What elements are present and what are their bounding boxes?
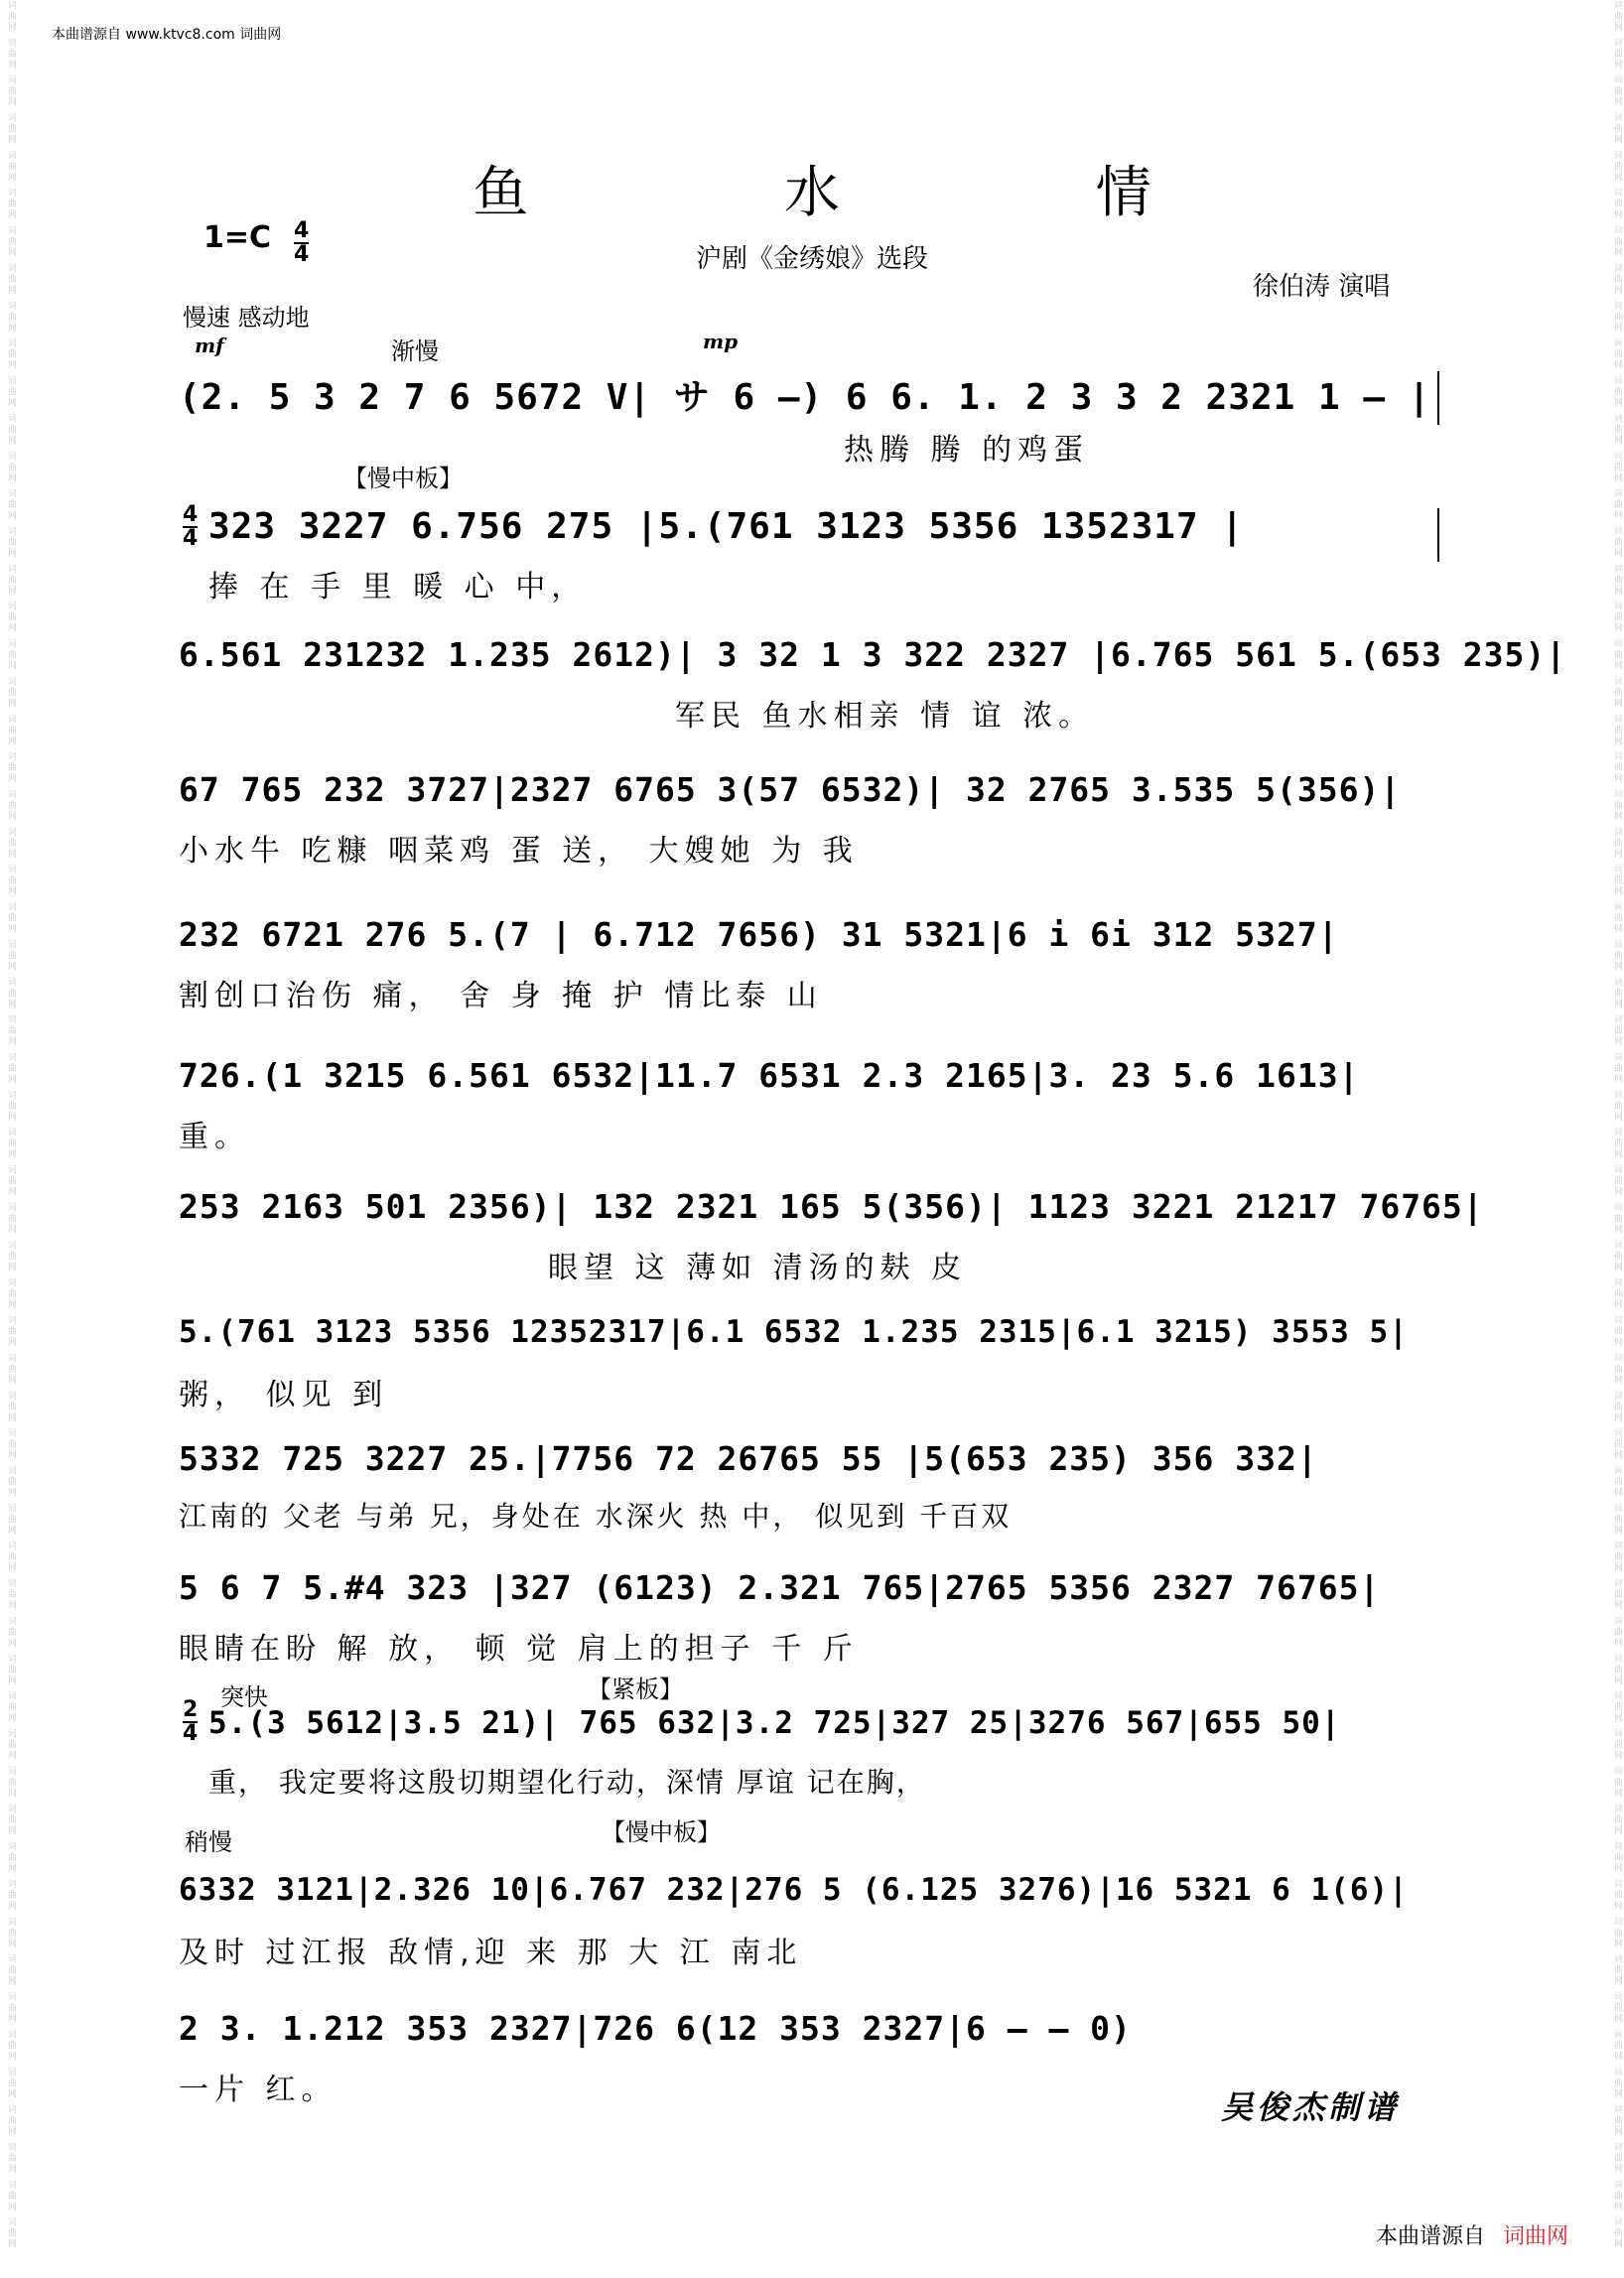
score-notes: 5332 725 3227 25.|7756 72 26765 55 |5(653 235) 356 332| <box>179 1439 1318 1478</box>
score-lyrics: 一片 红。 <box>179 2073 338 2107</box>
score-lyrics: 军民 鱼水相亲 情 谊 浓。 <box>675 699 1095 734</box>
dynamic-mp: mp <box>703 330 739 353</box>
barline <box>1437 508 1439 562</box>
score-lyrics: 小水牛 吃糠 咽菜鸡 蛋 送， 大嫂她 为 我 <box>179 834 859 869</box>
dynamic-mf: mf <box>195 334 224 357</box>
score-lyrics: 粥， 似见 到 <box>179 1378 389 1412</box>
header-watermark: 本曲谱源自 www.ktvc8.com 词曲网 <box>52 27 282 43</box>
score-notes: 6.561 231232 1.235 2612)| 3 32 1 3 322 2327 |6.765 561 5.(653 235)| <box>179 635 1567 674</box>
score-lyrics: 重， 我定要将这殷切期望化行动，深情 厚谊 记在胸， <box>208 1766 926 1799</box>
tempo-slowing: 渐慢 <box>391 337 439 365</box>
score-lyrics: 眼睛在盼 解 放， 顿 觉 肩上的担子 千 斤 <box>179 1632 859 1667</box>
score-lyrics: 捧 在 手 里 暖 心 中， <box>208 570 588 604</box>
score-row-3 <box>179 635 1567 734</box>
footer <box>1376 2219 1568 2250</box>
score-lyrics: 热腾 腾 的鸡蛋 <box>844 433 1090 468</box>
score-row-11 <box>208 1705 1439 1799</box>
score-row-2 <box>208 506 1439 604</box>
score-notes: 67 765 232 3727|2327 6765 3(57 6532)| 32 2765 3.535 5(356)| <box>179 770 1402 809</box>
performer-credit: 徐伯涛 演唱 <box>1253 272 1391 302</box>
tempo-marking: 慢速 感动地 <box>183 304 310 332</box>
footer-brand[interactable]: 词曲网 <box>1502 2224 1568 2249</box>
score-lyrics: 割创口治伤 痛， 舍 身 掩 护 情比泰 山 <box>179 979 823 1013</box>
time-signature <box>294 220 309 266</box>
key-signature: 1=C <box>203 220 272 255</box>
subtitle: 沪剧《金绣娘》选段 <box>695 244 928 274</box>
score-notes: 5.(3 5612|3.5 21)| 765 632|3.2 725|327 25|3276 567|655 50| <box>208 1705 1341 1741</box>
score-lyrics: 重。 <box>179 1120 250 1154</box>
tempo-tight: 【紧板】 <box>588 1675 683 1703</box>
score-row-1 <box>179 369 1439 468</box>
score-row-4 <box>179 770 1439 869</box>
score-notes: 5.(761 3123 5356 12352317|6.1 6532 1.235 2315|6.1 3215) 3553 5| <box>179 1314 1409 1350</box>
time-signature-bottom: 4 <box>294 242 310 267</box>
tempo-sudden-fast: 突快 <box>220 1683 268 1711</box>
time-signature-row2: 4 4 <box>183 502 199 551</box>
score-lyrics: 及时 过江报 敌情,迎 来 那 大 江 南北 <box>179 1936 803 1970</box>
time-signature-top: 4 <box>294 218 310 243</box>
page-title: 鱼 水 情 <box>473 161 1271 225</box>
score-row-9 <box>179 1439 1439 1533</box>
score-notes: 6332 3121|2.326 10|6.767 232|276 5 (6.125 3276)|16 5321 6 1(6)| <box>179 1872 1409 1908</box>
score-row-12 <box>179 1872 1439 1970</box>
side-watermark-right: 词曲网 词曲网 词曲网 词曲网 词曲网 词曲网 词曲网 词曲网 词曲网 词曲网 词曲网 词曲网 词曲网 词曲网 词曲网 词曲网 词曲网 词曲网 词曲网 词曲网 词曲网 词曲网 词曲网 词曲网 词曲网 词曲网 词曲网 词曲网 词曲网 词曲网 词曲网 词曲网 词曲网 词曲网 词曲网 词曲网 词曲网 词曲网 词曲网 词曲网 词曲网 词曲网 词曲网 词曲网 词曲网 词曲网 词曲网 词曲网 词曲网 词曲网 词曲网 词曲网 词曲网 词曲网 词曲网 词曲网 词曲网 词曲网 词曲网 词曲网 <box>1612 0 1622 2250</box>
tempo-mid-slow: 【慢中板】 <box>343 465 463 492</box>
score-notes: 2 3. 1.212 353 2327|726 6(12 353 2327|6 – – 0) <box>179 2009 1132 2048</box>
tempo-slightly-slow: 稍慢 <box>185 1828 232 1856</box>
score-notes: 232 6721 276 5.(7 | 6.712 7656) 31 5321|6 i 6i 312 5327| <box>179 915 1339 954</box>
tempo-mid-slow-2: 【慢中板】 <box>602 1818 721 1846</box>
score-row-8 <box>179 1314 1439 1412</box>
barline <box>1437 371 1439 425</box>
arranger-signature: 吴俊杰制谱 <box>1221 2088 1401 2126</box>
score-notes: (2. 5 3 2 7 6 5672 V| サ 6 –) 6 6. 1. 2 3 3 2 2321 1 – | <box>179 377 1431 418</box>
footer-source: 本曲谱源自 <box>1375 2224 1485 2249</box>
score-row-6 <box>179 1056 1439 1154</box>
score-lyrics: 江南的 父老 与弟 兄，身处在 水深火 热 中， 似见到 千百双 <box>179 1500 1013 1533</box>
score-row-5 <box>179 915 1439 1013</box>
time-signature-2-4: 2 4 <box>183 1697 199 1746</box>
score-notes: 323 3227 6.756 275 |5.(761 3123 5356 1352317 | <box>208 506 1244 547</box>
score-notes: 5 6 7 5.#4 323 |327 (6123) 2.321 765|2765 5356 2327 76765| <box>179 1568 1381 1607</box>
score-notes: 253 2163 501 2356)| 132 2321 165 5(356)| 1123 3221 21217 76765| <box>179 1187 1484 1226</box>
score-lyrics: 眼望 这 薄如 清汤的麸 皮 <box>548 1251 968 1285</box>
score-row-10 <box>179 1568 1439 1667</box>
score-notes: 726.(1 3215 6.561 6532|11.7 6531 2.3 2165|3. 23 5.6 1613| <box>179 1056 1360 1095</box>
side-watermark-left: 词曲网 词曲网 词曲网 词曲网 词曲网 词曲网 词曲网 词曲网 词曲网 词曲网 词曲网 词曲网 词曲网 词曲网 词曲网 词曲网 词曲网 词曲网 词曲网 词曲网 词曲网 词曲网 词曲网 词曲网 词曲网 词曲网 词曲网 词曲网 词曲网 词曲网 词曲网 词曲网 词曲网 词曲网 词曲网 词曲网 词曲网 词曲网 词曲网 词曲网 词曲网 词曲网 词曲网 词曲网 词曲网 词曲网 词曲网 词曲网 词曲网 词曲网 词曲网 词曲网 词曲网 词曲网 词曲网 词曲网 词曲网 词曲网 词曲网 词曲网 <box>6 0 16 2250</box>
score-row-7 <box>179 1187 1484 1285</box>
